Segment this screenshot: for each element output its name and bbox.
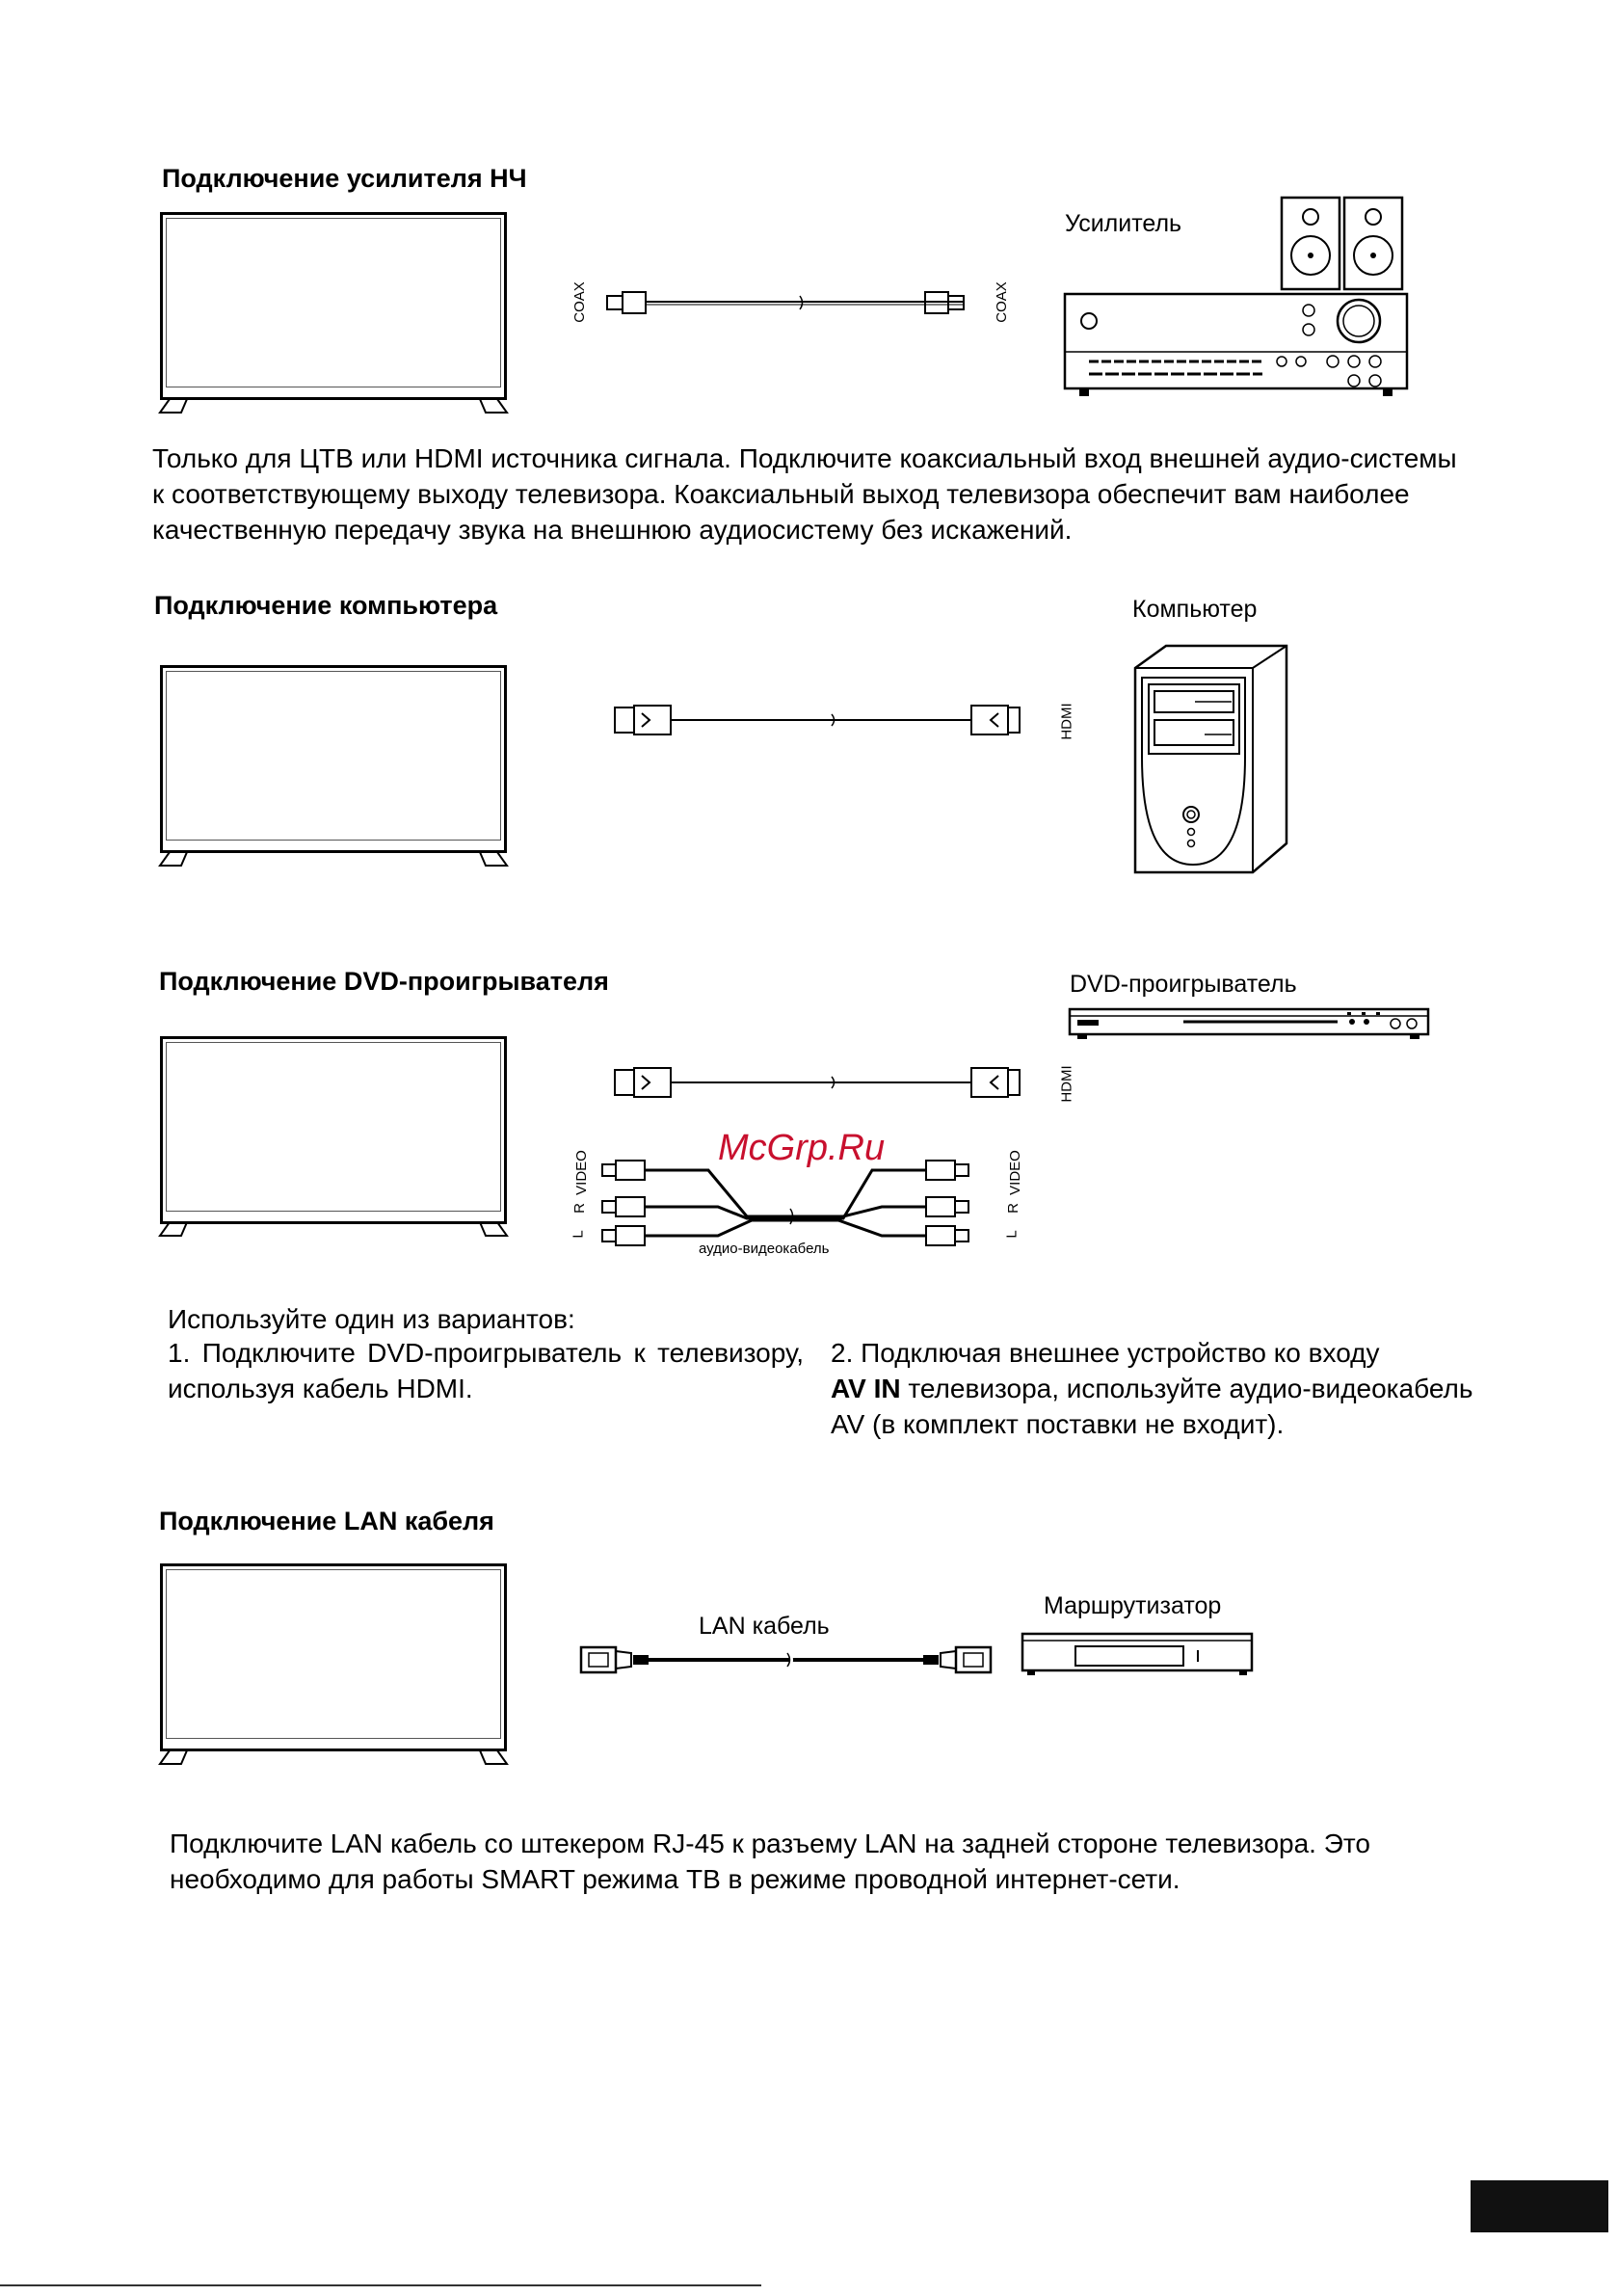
amplifier-icon (1060, 193, 1426, 400)
tv-stand-pc (160, 850, 507, 873)
av-in-label: AV IN (831, 1374, 901, 1403)
router-label: Маршрутизатор (1044, 1592, 1222, 1619)
lan-cable-label: LAN кабель (699, 1613, 830, 1640)
dvd-intro: Используйте один из вариантов: (168, 1304, 575, 1334)
tv-illustration-amp (160, 212, 507, 400)
section-title-pc: Подключение компьютера (154, 591, 498, 620)
hdmi-cable-pc (615, 702, 1020, 740)
lan-description: Подключите LAN кабель со штекером RJ-45 к разъему LAN на задней стороне телевизора. Это необходимо для работы SMART режима ТВ в режиме проводной интернет-сети. (170, 1829, 1370, 1894)
amplifier-label: Усилитель (1065, 210, 1182, 237)
tv-illustration-dvd (160, 1036, 507, 1224)
av-right-label-l: L (1003, 1230, 1021, 1239)
dvd-player-icon (1068, 1004, 1434, 1043)
coax-label-left: COAX (570, 281, 588, 323)
hdmi-label-pc: HDMI (1058, 703, 1075, 740)
tv-stand-amp (160, 397, 507, 420)
watermark: McGrp.Ru (718, 1128, 886, 1168)
dvd-option-2 (831, 1335, 1476, 1442)
av-left-label-l: L (570, 1230, 587, 1239)
page-bottom-rule (0, 2284, 761, 2286)
av-right-label-r: R (1004, 1203, 1021, 1214)
av-left-label-video: VIDEO (572, 1150, 590, 1195)
coax-label-right: COAX (993, 281, 1010, 323)
dvd-option-2-end: телевизора, используйте аудио-видеокабель AV (в комплект поставки не входит). (831, 1374, 1473, 1439)
hdmi-cable-dvd (615, 1064, 1020, 1103)
tv-stand-lan (160, 1749, 507, 1772)
amp-description: Только для ЦТВ или HDMI источника сигнала. Подключите коаксиальный вход внешней аудио-системы к соответствующему выходу телевизора. Коаксиальный выход телевизора обеспечит вам наиболее качественную передачу звука на внешнюю аудиосистему без искажений. (152, 443, 1457, 545)
tv-stand-dvd (160, 1220, 507, 1243)
coax-cable (607, 284, 1002, 323)
tv-illustration-lan (160, 1563, 507, 1751)
hdmi-label-dvd: HDMI (1058, 1065, 1075, 1103)
computer-icon (1127, 641, 1291, 882)
section-title-dvd: Подключение DVD-проигрывателя (159, 967, 609, 996)
section-title-lan: Подключение LAN кабеля (159, 1507, 494, 1535)
av-right-label-video: VIDEO (1006, 1150, 1023, 1195)
router-icon (1020, 1631, 1256, 1679)
dvd-option-2-start: 2. Подключая внешнее устройство ко входу (831, 1338, 1380, 1368)
section-title-amp: Подключение усилителя НЧ (162, 164, 527, 193)
tv-illustration-pc (160, 665, 507, 853)
computer-label: Компьютер (1132, 596, 1258, 623)
dvd-player-label: DVD-проигрыватель (1070, 971, 1297, 998)
page-number-box (1471, 2180, 1608, 2232)
dvd-option-1: 1. Подключите DVD-проигрыватель к телевизору, используя кабель HDMI. (168, 1338, 804, 1403)
av-cable-label: аудио-видеокабель (699, 1241, 830, 1257)
av-left-label-r: R (570, 1203, 588, 1214)
lan-cable (581, 1643, 991, 1678)
